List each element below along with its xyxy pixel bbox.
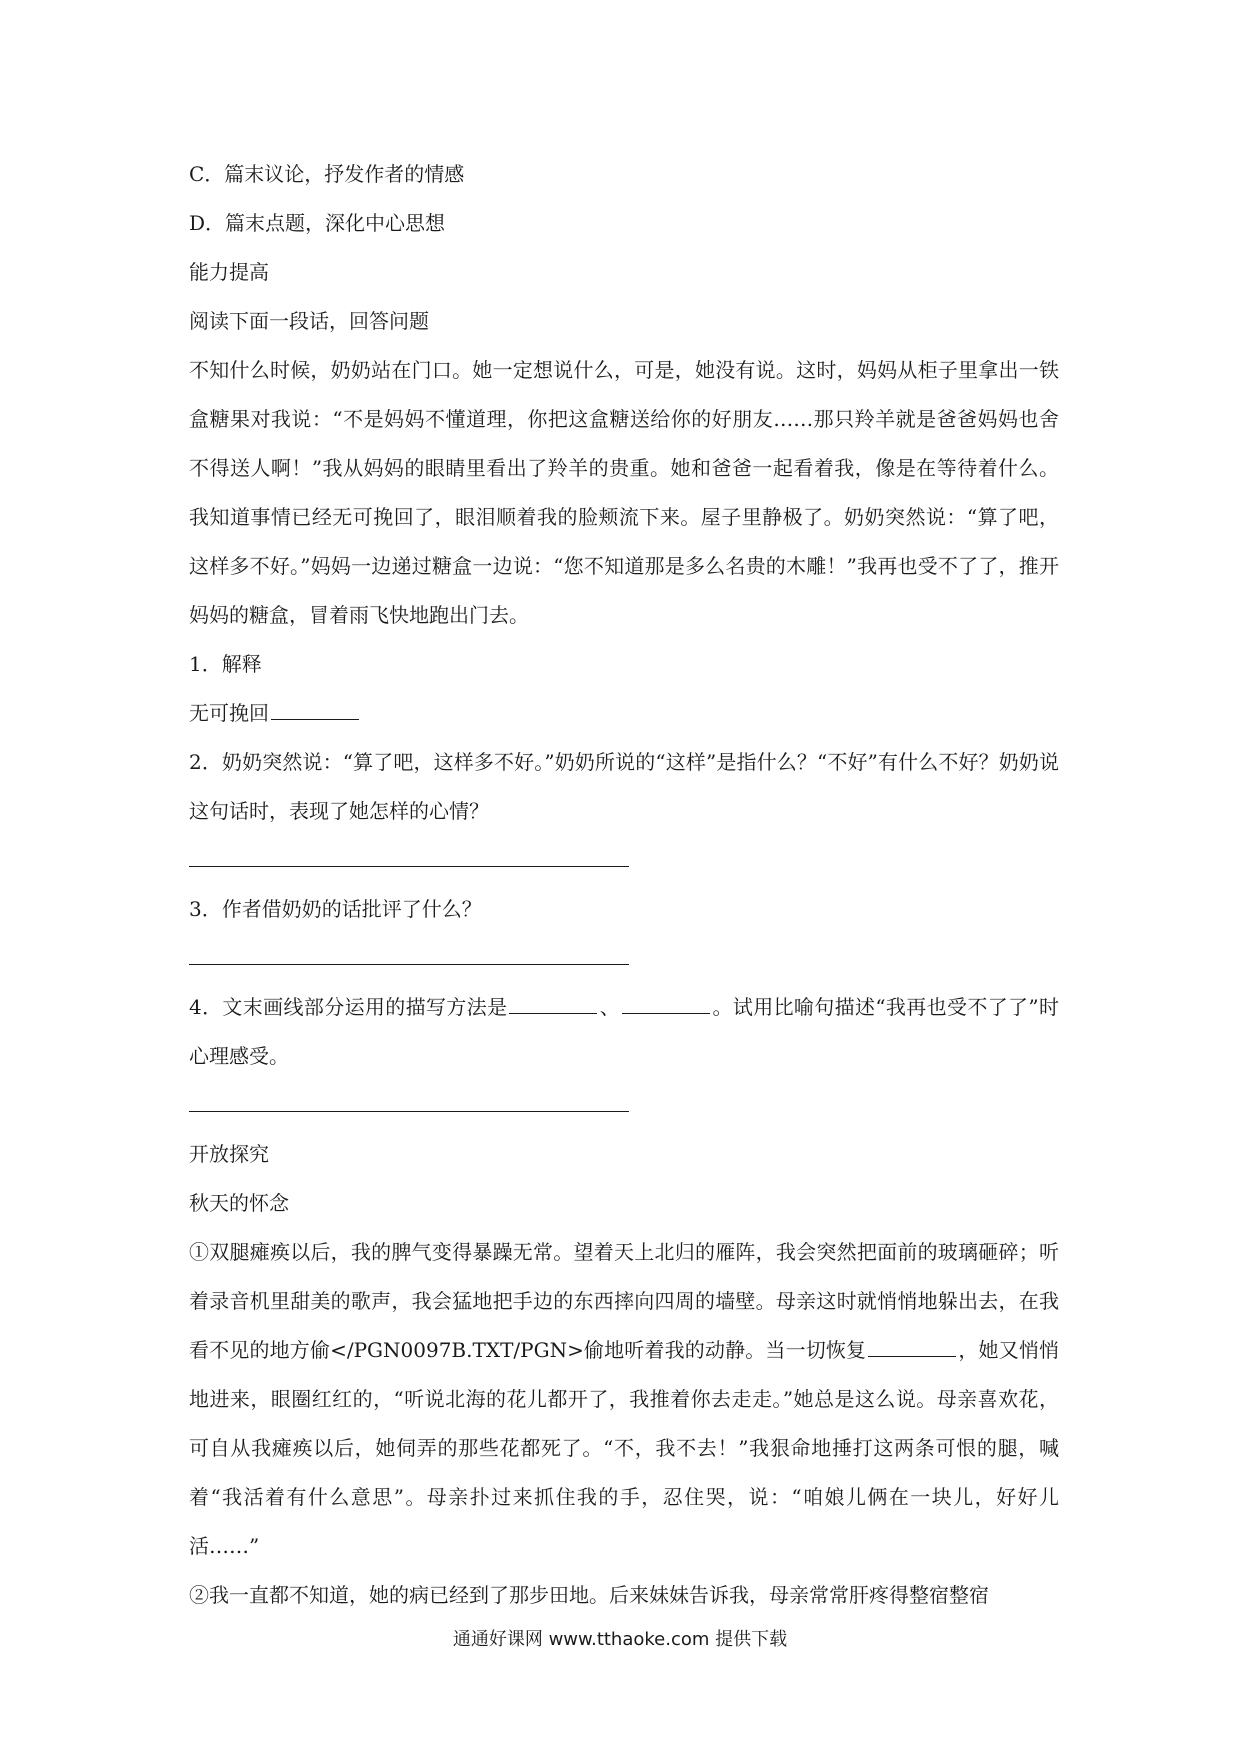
reading-instruction: 阅读下面一段话，回答问题 <box>189 309 429 333</box>
answer-blank[interactable] <box>271 699 359 720</box>
essay-paragraph-2: ②我一直都不知道，她的病已经到了那步田地。后来妹妹告诉我，母亲常常肝疼得整宿整宿 <box>189 1583 989 1607</box>
question-2: 2．奶奶突然说：“算了吧，这样多不好。”奶奶所说的“这样”是指什么？“不好”有什么不好？奶奶说这句话时，表现了她怎样的心情？ <box>189 750 1059 823</box>
document-body <box>189 150 1059 1620</box>
question-4: 4．文末画线部分运用的描写方法是 、 。试用比喻句描述“我再也受不了了”时心理感受。 <box>189 995 1059 1068</box>
question-1-item <box>189 689 1059 738</box>
section-heading-open: 开放探究 <box>189 1142 269 1166</box>
option-c: C．篇末议论，抒发作者的情感 <box>189 162 465 186</box>
option-d: D．篇末点题，深化中心思想 <box>189 211 446 235</box>
question-3: 3．作者借奶奶的话批评了什么？ <box>189 897 482 921</box>
answer-blank-essay[interactable] <box>868 1336 956 1357</box>
answer-blank-q4-a[interactable] <box>509 993 597 1014</box>
page-footer: 通通好课网 www.tthaoke.com 提供下载 <box>452 1629 788 1650</box>
answer-blank-q4-b[interactable] <box>622 993 710 1014</box>
essay-title: 秋天的怀念 <box>189 1191 289 1215</box>
question-1-title: 1．解释 <box>189 652 262 676</box>
essay-paragraph-1: ①双腿瘫痪以后，我的脾气变得暴躁无常。望着天上北归的雁阵，我会突然把面前的玻璃砸碎；听着录音机里甜美的歌声，我会猛地把手边的东西摔向四周的墙壁。母亲这时就悄悄地躲出去，在我看不见的地方偷</PGN0097B.TXT/PGN>偷地听着我的动静。当一切恢复 ，她又悄悄地进来，眼圈红红的，“听说北海的花儿都开了，我推着你去走走。”她总是这么说。母亲喜欢花，可自从我瘫痪以后，她伺弄的那些花都死了。“不，我不去！”我狠命地捶打这两条可恨的腿，喊着“我活着有什么意思”。母亲扑过来抓住我的手，忍住哭，说：“咱娘儿俩在一块儿，好好儿活……” <box>189 1240 1060 1558</box>
question-1-term: 无可挽回 <box>189 701 269 725</box>
reading-passage: 不知什么时候，奶奶站在门口。她一定想说什么，可是，她没有说。这时，妈妈从柜子里拿出一铁盒糖果对我说：“不是妈妈不懂道理，你把这盒糖送给你的好朋友……那只羚羊就是爸爸妈妈也舍不得送人啊！”我从妈妈的眼睛里看出了羚羊的贵重。她和爸爸一起看着我，像是在等待着什么。我知道事情已经无可挽回了，眼泪顺着我的脸颊流下来。屋子里静极了。奶奶突然说：“算了吧，这样多不好。”妈妈一边递过糖盒一边说：“您不知道那是多么名贵的木雕！”我再也受不了了，推开妈妈的糖盒，冒着雨飞快地跑出门去。 <box>189 358 1059 627</box>
section-heading-ability: 能力提高 <box>189 260 269 284</box>
